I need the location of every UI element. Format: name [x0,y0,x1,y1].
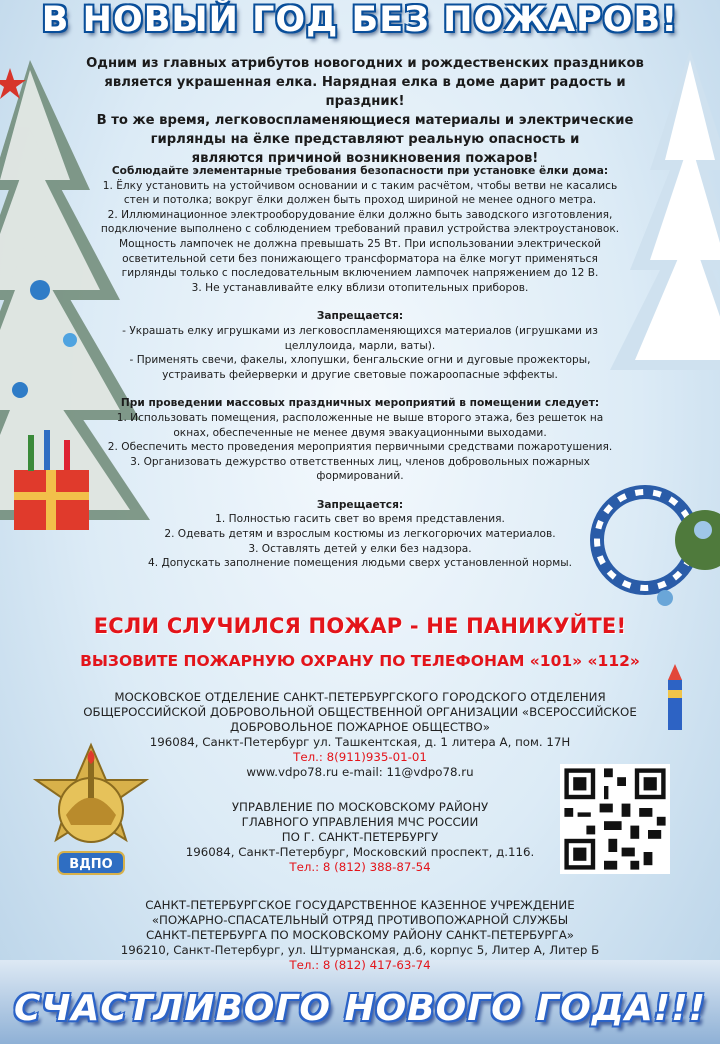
forbidden-heading: Запрещается: [316,498,404,511]
rules-line: 3. Не устанавливайте елку вблизи отопительных приборов. [191,281,529,294]
org-mchs [170,800,550,875]
forbidden-line: целлулоида, марли, ваты). [284,339,436,352]
events-line: 1. Использовать помещения, расположенные не выше второго этажа, без решеток на [116,411,604,424]
org-name-line: МОСКОВСКОЕ ОТДЕЛЕНИЕ САНКТ-ПЕТЕРБУРГСКОГО ГОРОДСКОГО ОТДЕЛЕНИЯ [114,690,606,704]
rules-line: Мощность лампочек не должна превышать 25 Вт. При использовании электрической [119,237,601,250]
org-fire-rescue [60,898,660,973]
page-title: В НОВЫЙ ГОД БЕЗ ПОЖАРОВ! [41,0,679,40]
org-phone: Тел.: 8(911)935-01-01 [293,750,427,764]
events-heading: При проведении массовых праздничных мероприятий в помещении следует: [120,397,600,410]
rules-heading: Соблюдайте элементарные требования безопасности при установке ёлки дома: [111,165,609,177]
rules-line: стен и потолка; вокруг ёлки должен быть проход шириной не менее одного метра. [123,194,597,207]
forbidden-line: - Украшать елку игрушками из легковоспламеняющихся материалов (игрушками из [122,324,598,337]
org-name-line: САНКТ-ПЕТЕРБУРГСКОЕ ГОСУДАРСТВЕННОЕ КАЗЕННОЕ УЧРЕЖДЕНИЕ [145,898,575,912]
intro-line: В то же время, легковоспламеняющиеся материалы и электрические [96,113,634,128]
rules-line: подключение выполнено с соблюдением требований правил устройства электроустановок. [100,223,620,236]
rules-line: осветительной сети без понижающего трансформатора на ёлке могут применяться [122,252,598,265]
org-name-line: ПО Г. САНКТ-ПЕТЕРБУРГУ [281,830,439,844]
vdpo-emblem-logo [26,740,156,890]
events-line: формирований. [316,470,404,483]
events-line: окнах, обеспеченные не менее двумя эвакуационными выходами. [173,426,547,439]
forbidden-heading: Запрещается: [316,310,404,323]
org-address: 196210, Санкт-Петербург, ул. Штурманская, д.6, корпус 5, Литер А, Литер Б [120,943,600,957]
org-name-line: ОБЩЕРОССИЙСКОЙ ДОБРОВОЛЬНОЙ ОБЩЕСТВЕННОЙ ОРГАНИЗАЦИИ «ВСЕРОССИЙСКОЕ [83,705,637,719]
new-year-greeting: СЧАСТЛИВОГО НОВОГО ГОДА!!! [13,988,707,1029]
events-line: 2. Обеспечить место проведения мероприятия первичными средствами пожаротушения. [107,441,613,454]
forbidden-line: - Применять свечи, факелы, хлопушки, бенгальские огни и дуговые прожекторы, [129,354,591,367]
org-web: www.vdpo78.ru e-mail: 11@vdpo78.ru [246,765,474,779]
fire-alert-heading: ЕСЛИ СЛУЧИЛСЯ ПОЖАР - НЕ ПАНИКУЙТЕ! [93,614,627,638]
org-address: 196084, Санкт-Петербург, Московский проспект, д.116. [185,845,535,859]
intro-line: гирлянды на ёлке представляют реальную опасность и [150,132,580,147]
org-address: 196084, Санкт-Петербург ул. Ташкентская, д. 1 литера А, пом. 17Н [149,735,571,749]
forbidden-line: 2. Одевать детям и взрослым костюмы из легкогорючих материалов. [164,528,556,541]
emblem-label: ВДПО [69,857,113,872]
forbidden-line: 4. Допускать заполнение помещения людьми сверх установленной нормы. [148,557,572,570]
org-phone: Тел.: 8 (812) 388-87-54 [289,860,431,874]
org-name-line: САНКТ-ПЕТЕРБУРГА ПО МОСКОВСКОМУ РАЙОНУ САНКТ-ПЕТЕРБУРГА» [146,928,574,942]
intro-line: является украшенная елка. Нарядная елка в доме дарит радость и праздник! [104,75,626,109]
intro-text [70,54,660,168]
forbidden-line: 1. Полностью гасить свет во время представления. [215,513,505,526]
forbidden-line: устраивать фейерверки и другие световые пожароопасные эффекты. [162,368,558,381]
org-name-line: ДОБРОВОЛЬНОЕ ПОЖАРНОЕ ОБЩЕСТВО» [230,720,490,734]
rules-line: 2. Иллюминационное электрооборудование ёлки должно быть заводского изготовления, [107,208,613,221]
emergency-phones: ВЫЗОВИТЕ ПОЖАРНУЮ ОХРАНУ ПО ТЕЛЕФОНАМ «101» «112» [80,652,640,670]
events-line: 3. Организовать дежурство ответственных лиц, членов добровольных пожарных [130,455,590,468]
qr-code[interactable] [560,764,670,874]
intro-line: Одним из главных атрибутов новогодних и рождественских праздников [86,56,644,71]
rules-line: 1. Ёлку установить на устойчивом основании и с таким расчётом, чтобы ветви не касались [102,179,618,192]
org-phone: Тел.: 8 (812) 417-63-74 [289,958,431,972]
org-name-line: УПРАВЛЕНИЕ ПО МОСКОВСКОМУ РАЙОНУ [231,800,489,814]
org-name-line: «ПОЖАРНО-СПАСАТЕЛЬНЫЙ ОТРЯД ПРОТИВОПОЖАРНОЙ СЛУЖБЫ [151,913,569,927]
rules-line: гирлянды только с последовательным включением лампочек напряжением до 12 В. [121,267,599,280]
safety-rules [60,164,660,571]
org-name-line: ГЛАВНОГО УПРАВЛЕНИЯ МЧС РОССИИ [241,815,479,829]
intro-line: являются причиной возникновения пожаров! [191,151,539,166]
forbidden-line: 3. Оставлять детей у елки без надзора. [248,542,472,555]
